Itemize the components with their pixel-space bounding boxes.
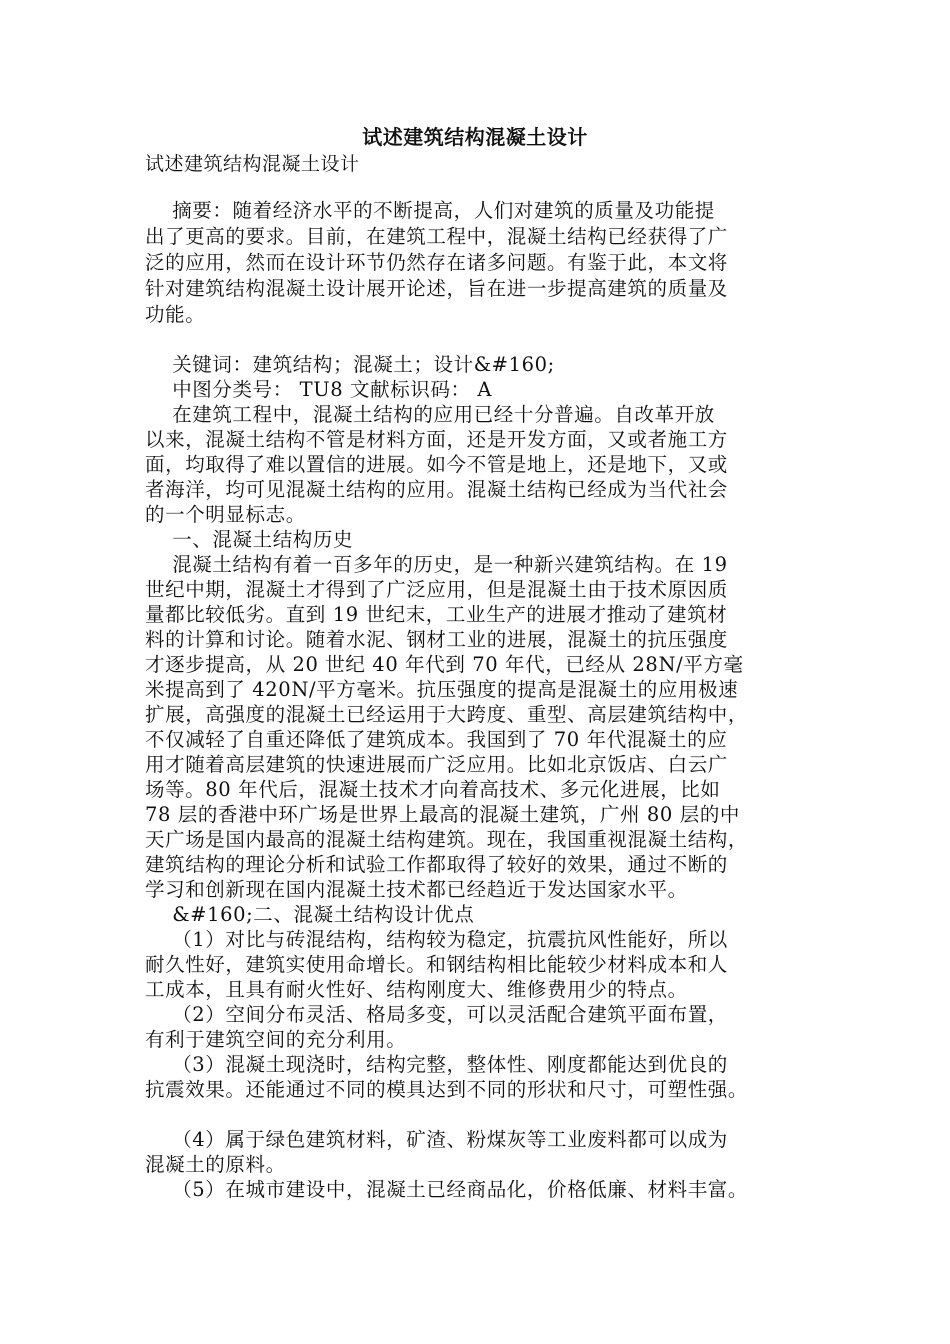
body-line: 料的计算和讨论。随着水泥、钢材工业的进展，混凝土的抗压强度 (145, 628, 728, 651)
body-line: 功能。 (145, 303, 206, 326)
body-line: 中图分类号： TU8 文献标识码： A (145, 378, 493, 401)
body-line: 量都比较低劣。直到 19 世纪末，工业生产的进展才推动了建筑材 (145, 603, 728, 626)
body-line: 在建筑工程中，混凝土结构的应用已经十分普遍。自改革开放 (145, 403, 715, 426)
body-line: （4）属于绿色建筑材料，矿渣、粉煤灰等工业废料都可以成为 (145, 1128, 728, 1151)
body-line: 者海洋，均可见混凝土结构的应用。混凝土结构已经成为当代社会 (145, 478, 728, 501)
document-title: 试述建筑结构混凝土设计 (362, 125, 588, 149)
body-line: 场等。80 年代后，混凝土技术才向着高技术、多元化进展，比如 (145, 778, 721, 801)
body-line: 关键词：建筑结构；混凝土；设计&#160; (145, 353, 555, 376)
body-line: （3）混凝土现浇时，结构完整，整体性、刚度都能达到优良的 (145, 1053, 728, 1076)
body-line: （5）在城市建设中，混凝土已经商品化，价格低廉、材料丰富。 (145, 1178, 749, 1201)
body-line: 有利于建筑空间的充分利用。 (145, 1028, 407, 1051)
body-line: 天广场是国内最高的混凝土结构建筑。现在，我国重视混凝土结构， (145, 828, 749, 851)
body-line: 一、混凝土结构历史 (145, 528, 354, 551)
body-line: 摘要：随着经济水平的不断提高，人们对建筑的质量及功能提 (145, 199, 715, 222)
body-line: 面，均取得了难以置信的进展。如今不管是地上，还是地下，又或 (145, 453, 728, 476)
document-subtitle: 试述建筑结构混凝土设计 (145, 153, 360, 175)
body-line: （2）空间分布灵活、格局多变，可以灵活配合建筑平面布置， (145, 1003, 728, 1026)
body-line: 针对建筑结构混凝土设计展开论述，旨在进一步提高建筑的质量及 (145, 277, 728, 300)
body-line: 建筑结构的理论分析和试验工作都取得了较好的效果，通过不断的 (145, 853, 728, 876)
body-line: 不仅减轻了自重还降低了建筑成本。我国到了 70 年代混凝土的应 (145, 728, 728, 751)
body-line: 出了更高的要求。目前，在建筑工程中，混凝土结构已经获得了广 (145, 225, 728, 248)
body-line: 以来，混凝土结构不管是材料方面，还是开发方面，又或者施工方 (145, 428, 728, 451)
body-line: 混凝土结构有着一百多年的历史，是一种新兴建筑结构。在 19 (145, 553, 728, 576)
body-line: 扩展，高强度的混凝土已经运用于大跨度、重型、高层建筑结构中， (145, 703, 749, 726)
body-line: 用才随着高层建筑的快速进展而广泛应用。比如北京饭店、白云广 (145, 753, 728, 776)
body-line: &#160;二、混凝土结构设计优点 (145, 903, 475, 926)
body-line: 学习和创新现在国内混凝土技术都已经趋近于发达国家水平。 (145, 878, 688, 901)
body-line: 抗震效果。还能通过不同的模具达到不同的形状和尺寸，可塑性强。 (145, 1078, 749, 1101)
body-line: 耐久性好，建筑实使用命增长。和钢结构相比能较少材料成本和人 (145, 953, 728, 976)
body-line: 工成本，且具有耐火性好、结构刚度大、维修费用少的特点。 (145, 978, 688, 1001)
body-line: 78 层的香港中环广场是世界上最高的混凝土建筑，广州 80 层的中 (145, 803, 741, 826)
body-line: 米提高到了 420N/平方毫米。抗压强度的提高是混凝土的应用极速 (145, 678, 739, 701)
body-line: 的一个明显标志。 (145, 503, 306, 526)
body-line: 泛的应用，然而在设计环节仍然存在诸多问题。有鉴于此，本文将 (145, 251, 728, 274)
body-line: 才逐步提高，从 20 世纪 40 年代到 70 年代，已经从 28N/平方毫 (145, 653, 744, 676)
body-line: 混凝土的原料。 (145, 1153, 286, 1176)
body-line: （1）对比与砖混结构，结构较为稳定，抗震抗风性能好，所以 (145, 928, 728, 951)
body-line: 世纪中期，混凝土才得到了广泛应用，但是混凝土由于技术原因质 (145, 578, 728, 601)
